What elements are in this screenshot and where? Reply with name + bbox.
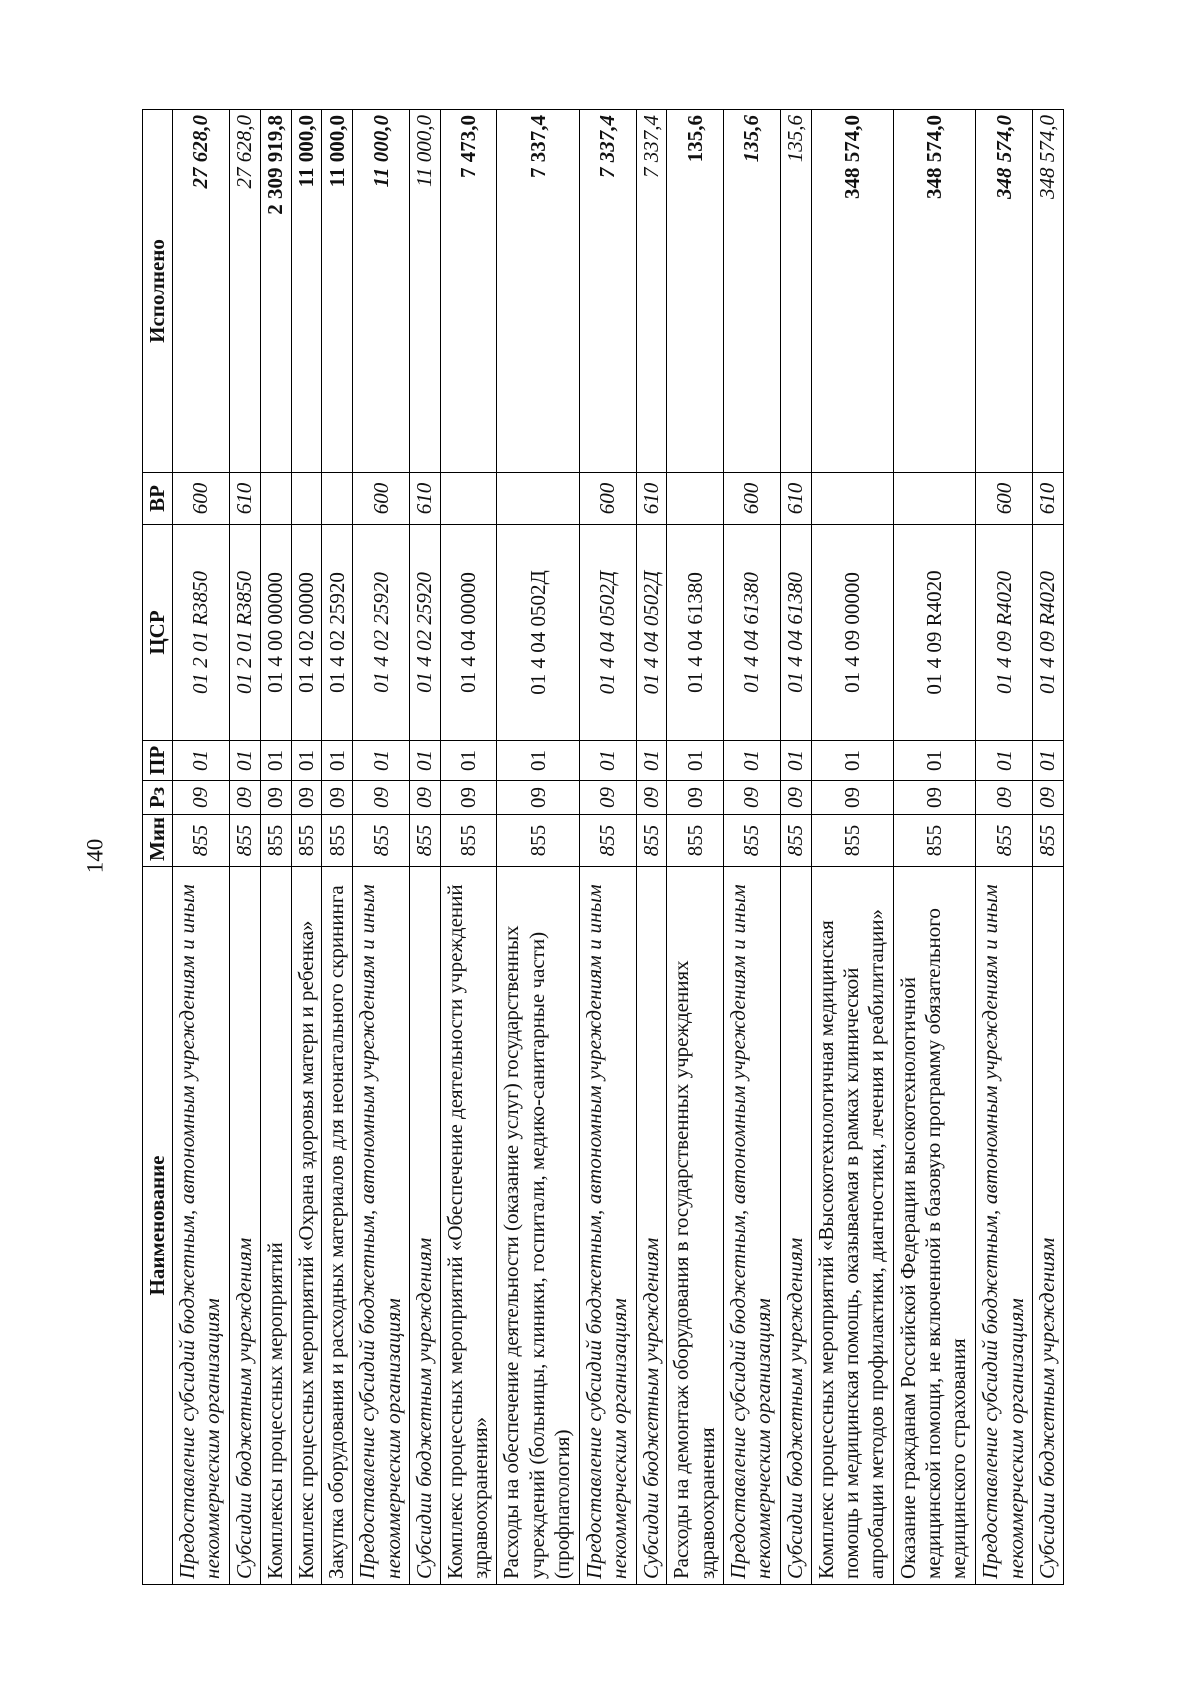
cell-csr: 01 4 04 0502Д (579, 525, 636, 741)
header-done: Исполнено (143, 110, 173, 473)
cell-name: Предоставление субсидий бюджетным, автономным учреждениям и иным некоммерческим организациям (976, 867, 1033, 1585)
cell-pr: 01 (353, 741, 410, 781)
table-row (409, 110, 440, 1585)
cell-name: Субсидии бюджетным учреждениям (409, 867, 440, 1585)
cell-rz: 09 (409, 781, 440, 815)
header-name: Наименование (143, 867, 173, 1585)
cell-name: Комплекс процессных мероприятий «Обеспечение деятельности учреждений здравоохранения» (440, 867, 497, 1585)
cell-done: 7 337,4 (579, 110, 636, 473)
cell-name: Субсидии бюджетным учреждениям (1033, 867, 1064, 1585)
cell-rz: 09 (579, 781, 636, 815)
table-row (1033, 110, 1064, 1585)
cell-min: 855 (440, 815, 497, 867)
cell-name: Оказание гражданам Российской Федерации высокотехнологичной медицинской помощи, не включенной в базовую программу обязательного медицинского страхования (893, 867, 975, 1585)
cell-name: Расходы на обеспечение деятельности (оказание услуг) государственных учреждений (больницы, клиники, госпитали, медико-санитарные части) (профпатология) (497, 867, 579, 1585)
cell-csr: 01 4 04 61380 (667, 525, 724, 741)
cell-pr: 01 (636, 741, 667, 781)
cell-pr: 01 (229, 741, 260, 781)
cell-pr: 01 (409, 741, 440, 781)
cell-csr: 01 4 02 25920 (409, 525, 440, 741)
cell-vr: 610 (1033, 473, 1064, 525)
cell-rz: 09 (636, 781, 667, 815)
cell-pr: 01 (440, 741, 497, 781)
cell-done: 135,6 (780, 110, 811, 473)
cell-rz: 09 (173, 781, 230, 815)
cell-vr (811, 473, 893, 525)
cell-min: 855 (260, 815, 291, 867)
table-row (636, 110, 667, 1585)
cell-done: 11 000,0 (291, 110, 322, 473)
cell-done: 7 473,0 (440, 110, 497, 473)
cell-csr: 01 4 02 00000 (291, 525, 322, 741)
table-row (724, 110, 781, 1585)
table-row (976, 110, 1033, 1585)
cell-min: 855 (322, 815, 353, 867)
cell-vr (260, 473, 291, 525)
cell-name: Предоставление субсидий бюджетным, автономным учреждениям и иным некоммерческим организациям (173, 867, 230, 1585)
cell-csr: 01 4 00 00000 (260, 525, 291, 741)
cell-min: 855 (1033, 815, 1064, 867)
header-vr: ВР (143, 473, 173, 525)
cell-done: 135,6 (667, 110, 724, 473)
cell-min: 855 (229, 815, 260, 867)
cell-done: 11 000,0 (409, 110, 440, 473)
budget-table (142, 109, 1064, 1585)
cell-name: Комплекс процессных мероприятий «Охрана здоровья матери и ребенка» (291, 867, 322, 1585)
cell-min: 855 (667, 815, 724, 867)
cell-vr (497, 473, 579, 525)
cell-vr: 600 (724, 473, 781, 525)
cell-min: 855 (893, 815, 975, 867)
cell-vr: 610 (636, 473, 667, 525)
cell-name: Субсидии бюджетным учреждениям (636, 867, 667, 1585)
cell-vr (291, 473, 322, 525)
cell-vr (322, 473, 353, 525)
cell-min: 855 (291, 815, 322, 867)
cell-name: Комплексы процессных мероприятий (260, 867, 291, 1585)
cell-vr: 600 (579, 473, 636, 525)
cell-min: 855 (353, 815, 410, 867)
table-header-row (143, 110, 173, 1585)
cell-csr: 01 2 01 R3850 (229, 525, 260, 741)
cell-name: Предоставление субсидий бюджетным, автономным учреждениям и иным некоммерческим организациям (724, 867, 781, 1585)
cell-pr: 01 (1033, 741, 1064, 781)
cell-csr: 01 4 02 25920 (353, 525, 410, 741)
cell-csr: 01 4 04 0502Д (497, 525, 579, 741)
table-row (322, 110, 353, 1585)
cell-csr: 01 4 09 R4020 (893, 525, 975, 741)
cell-vr: 600 (353, 473, 410, 525)
cell-name: Субсидии бюджетным учреждениям (229, 867, 260, 1585)
cell-min: 855 (811, 815, 893, 867)
table-row (173, 110, 230, 1585)
cell-done: 11 000,0 (353, 110, 410, 473)
table-row (893, 110, 975, 1585)
cell-done: 348 574,0 (1033, 110, 1064, 473)
cell-pr: 01 (667, 741, 724, 781)
cell-min: 855 (976, 815, 1033, 867)
header-rz: Рз (143, 781, 173, 815)
table-row (579, 110, 636, 1585)
cell-rz: 09 (440, 781, 497, 815)
cell-csr: 01 4 09 00000 (811, 525, 893, 741)
cell-done: 135,6 (724, 110, 781, 473)
cell-csr: 01 2 01 R3850 (173, 525, 230, 741)
table-row (667, 110, 724, 1585)
cell-rz: 09 (322, 781, 353, 815)
header-min: Мин (143, 815, 173, 867)
cell-done: 7 337,4 (636, 110, 667, 473)
table-row (229, 110, 260, 1585)
cell-csr: 01 4 02 25920 (322, 525, 353, 741)
table-row (353, 110, 410, 1585)
cell-min: 855 (636, 815, 667, 867)
cell-rz: 09 (893, 781, 975, 815)
cell-done: 27 628,0 (173, 110, 230, 473)
cell-rz: 09 (976, 781, 1033, 815)
cell-vr: 610 (409, 473, 440, 525)
cell-pr: 01 (579, 741, 636, 781)
cell-min: 855 (579, 815, 636, 867)
header-csr: ЦСР (143, 525, 173, 741)
cell-rz: 09 (724, 781, 781, 815)
cell-csr: 01 4 04 0502Д (636, 525, 667, 741)
cell-rz: 09 (229, 781, 260, 815)
cell-rz: 09 (1033, 781, 1064, 815)
cell-pr: 01 (260, 741, 291, 781)
cell-min: 855 (173, 815, 230, 867)
cell-vr: 610 (780, 473, 811, 525)
cell-rz: 09 (780, 781, 811, 815)
cell-name: Расходы на демонтаж оборудования в государственных учреждениях здравоохранения (667, 867, 724, 1585)
cell-rz: 09 (811, 781, 893, 815)
table-row (497, 110, 579, 1585)
cell-pr: 01 (811, 741, 893, 781)
rotated-table-container (142, 110, 1064, 1585)
cell-done: 348 574,0 (811, 110, 893, 473)
header-pr: ПР (143, 741, 173, 781)
cell-done: 348 574,0 (893, 110, 975, 473)
cell-pr: 01 (724, 741, 781, 781)
cell-done: 11 000,0 (322, 110, 353, 473)
table-row (291, 110, 322, 1585)
cell-rz: 09 (353, 781, 410, 815)
cell-name: Комплекс процессных мероприятий «Высокотехнологичная медицинская помощь и медицинская помощь, оказываемая в рамках клинической апробации методов профилактики, диагностики, лечения и реабилитации» (811, 867, 893, 1585)
cell-min: 855 (497, 815, 579, 867)
cell-csr: 01 4 09 R4020 (976, 525, 1033, 741)
cell-done: 7 337,4 (497, 110, 579, 473)
cell-pr: 01 (780, 741, 811, 781)
cell-csr: 01 4 04 61380 (780, 525, 811, 741)
table-row (780, 110, 811, 1585)
table-row (811, 110, 893, 1585)
table-body (173, 110, 1064, 1585)
cell-vr (667, 473, 724, 525)
cell-name: Закупка оборудования и расходных материалов для неонатального скрининга (322, 867, 353, 1585)
cell-pr: 01 (173, 741, 230, 781)
cell-rz: 09 (497, 781, 579, 815)
cell-name: Предоставление субсидий бюджетным, автономным учреждениям и иным некоммерческим организациям (579, 867, 636, 1585)
cell-vr (440, 473, 497, 525)
cell-done: 2 309 919,8 (260, 110, 291, 473)
cell-pr: 01 (322, 741, 353, 781)
cell-pr: 01 (497, 741, 579, 781)
cell-pr: 01 (893, 741, 975, 781)
cell-name: Предоставление субсидий бюджетным, автономным учреждениям и иным некоммерческим организациям (353, 867, 410, 1585)
cell-rz: 09 (291, 781, 322, 815)
cell-rz: 09 (667, 781, 724, 815)
cell-csr: 01 4 09 R4020 (1033, 525, 1064, 741)
cell-done: 27 628,0 (229, 110, 260, 473)
cell-pr: 01 (976, 741, 1033, 781)
cell-min: 855 (409, 815, 440, 867)
cell-done: 348 574,0 (976, 110, 1033, 473)
cell-vr (893, 473, 975, 525)
cell-pr: 01 (291, 741, 322, 781)
cell-vr: 610 (229, 473, 260, 525)
table-row (260, 110, 291, 1585)
page-number: 140 (82, 838, 108, 874)
cell-csr: 01 4 04 61380 (724, 525, 781, 741)
cell-min: 855 (724, 815, 781, 867)
cell-csr: 01 4 04 00000 (440, 525, 497, 741)
cell-name: Субсидии бюджетным учреждениям (780, 867, 811, 1585)
cell-min: 855 (780, 815, 811, 867)
cell-vr: 600 (976, 473, 1033, 525)
cell-rz: 09 (260, 781, 291, 815)
cell-vr: 600 (173, 473, 230, 525)
table-row (440, 110, 497, 1585)
